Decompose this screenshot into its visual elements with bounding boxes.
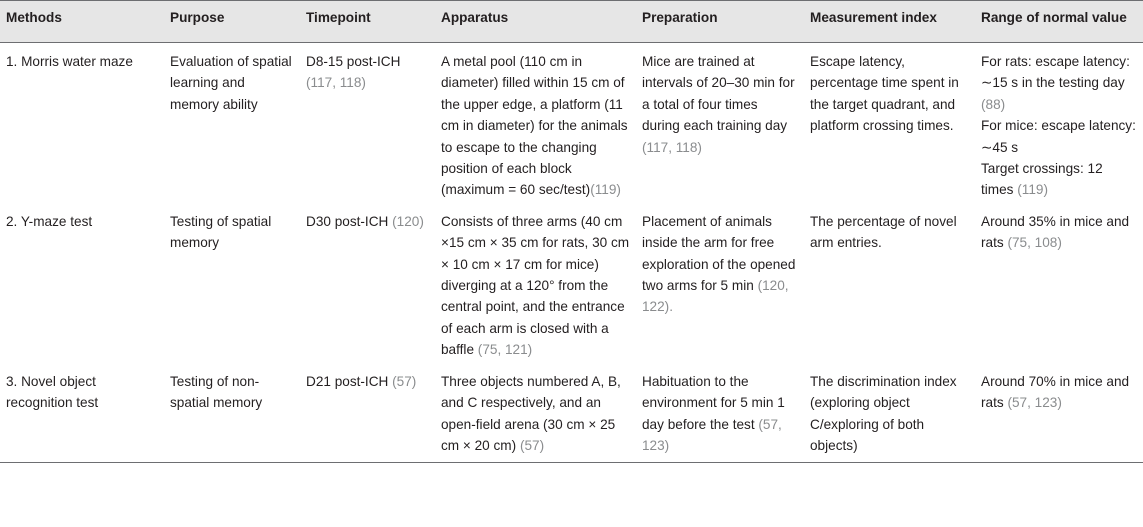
cell-purpose (164, 204, 300, 364)
apparatus-text: Three objects numbered A, B, and C respectively, and an open-field arena (30 cm × 25 cm × 20 cm) (441, 373, 621, 453)
method-text: 3. Novel object recognition test (6, 373, 99, 411)
reference-link[interactable]: (119) (590, 182, 621, 198)
cell-timepoint (300, 43, 435, 204)
cell-method (0, 364, 164, 463)
reference-link[interactable]: (75, 108) (1007, 235, 1062, 251)
cell-preparation (636, 43, 804, 204)
cell-measurement (804, 364, 975, 463)
header-apparatus: Apparatus (435, 1, 636, 43)
purpose-text: Testing of non-spatial memory (170, 373, 263, 411)
reference-link[interactable]: (88) (981, 96, 1006, 112)
header-methods: Methods (0, 1, 164, 43)
header-measurement-index: Measurement index (804, 1, 975, 43)
measurement-text: Escape latency, percentage time spent in the target quadrant, and platform crossing times. (810, 54, 959, 134)
timepoint-text: D21 post-ICH (306, 373, 389, 389)
cell-timepoint (300, 204, 435, 364)
method-text: 2. Y-maze test (6, 213, 93, 229)
cell-method (0, 204, 164, 364)
cell-timepoint (300, 364, 435, 463)
cell-purpose (164, 43, 300, 204)
cell-apparatus (435, 43, 636, 204)
preparation-text: Habituation to the environment for 5 min 1 day before the test (642, 373, 785, 432)
range-text: For mice: escape latency: ∼45 s (981, 118, 1136, 155)
cell-apparatus (435, 364, 636, 463)
cell-measurement (804, 43, 975, 204)
cell-range (975, 43, 1143, 204)
cell-range (975, 204, 1143, 364)
reference-link[interactable]: (120, 122). (642, 278, 789, 315)
header-preparation: Preparation (636, 1, 804, 43)
reference-link[interactable]: (119) (1017, 182, 1048, 198)
reference-link[interactable]: (75, 121) (477, 342, 533, 358)
reference-link[interactable]: (57, 123) (642, 416, 782, 453)
measurement-text: The percentage of novel arm entries. (810, 213, 957, 251)
purpose-text: Testing of spatial memory (170, 213, 272, 251)
cell-purpose (164, 364, 300, 463)
header-purpose: Purpose (164, 1, 300, 43)
method-text: 1. Morris water maze (6, 54, 133, 69)
preparation-text: Placement of animals inside the arm for free exploration of the opened two arms for 5 min (642, 213, 796, 294)
reference-link[interactable]: (57, 123) (1007, 395, 1062, 411)
cell-range (975, 364, 1143, 463)
timepoint-text: D8-15 post-ICH (306, 54, 401, 69)
measurement-text: The discrimination index (exploring object C/exploring of both objects) (810, 373, 957, 453)
reference-link[interactable]: (117, 118) (642, 139, 702, 155)
cell-method (0, 43, 164, 204)
cell-preparation (636, 364, 804, 463)
table-row (0, 204, 1143, 364)
purpose-text: Evaluation of spatial learning and memory ability (170, 54, 292, 112)
range-text: For rats: escape latency: ∼15 s in the testing day (981, 54, 1130, 91)
range-text: Target crossings: 12 times (981, 161, 1103, 198)
range-text: Around 70% in mice and rats (981, 373, 1130, 411)
header-range-of-normal-value: Range of normal value (975, 1, 1143, 43)
table-row (0, 43, 1143, 204)
apparatus-text: A metal pool (110 cm in diameter) filled within 15 cm of the upper edge, a platform (11 cm in diameter) for the animals to escape to the changing position of each block (maximum = 60 sec/test) (441, 54, 628, 198)
reference-link[interactable]: (120) (392, 213, 424, 229)
header-timepoint: Timepoint (300, 1, 435, 43)
table-body (0, 43, 1143, 463)
preparation-text: Mice are trained at intervals of 20–30 min for a total of four times during each training day (642, 54, 795, 134)
table-header (0, 1, 1143, 43)
reference-link[interactable]: (57) (392, 373, 417, 389)
cell-preparation (636, 204, 804, 364)
header-row (0, 1, 1143, 43)
cell-apparatus (435, 204, 636, 364)
cell-measurement (804, 204, 975, 364)
reference-link[interactable]: (117, 118) (306, 75, 366, 91)
table-row (0, 364, 1143, 463)
timepoint-text: D30 post-ICH (306, 213, 389, 229)
range-text: Around 35% in mice and rats (981, 213, 1130, 251)
apparatus-text: Consists of three arms (40 cm ×15 cm × 35 cm for rats, 30 cm × 10 cm × 17 cm for mice) diverging at a 120° from the central point, and the entrance of each arm is closed with a baffle (441, 213, 630, 358)
reference-link[interactable]: (57) (519, 437, 545, 453)
